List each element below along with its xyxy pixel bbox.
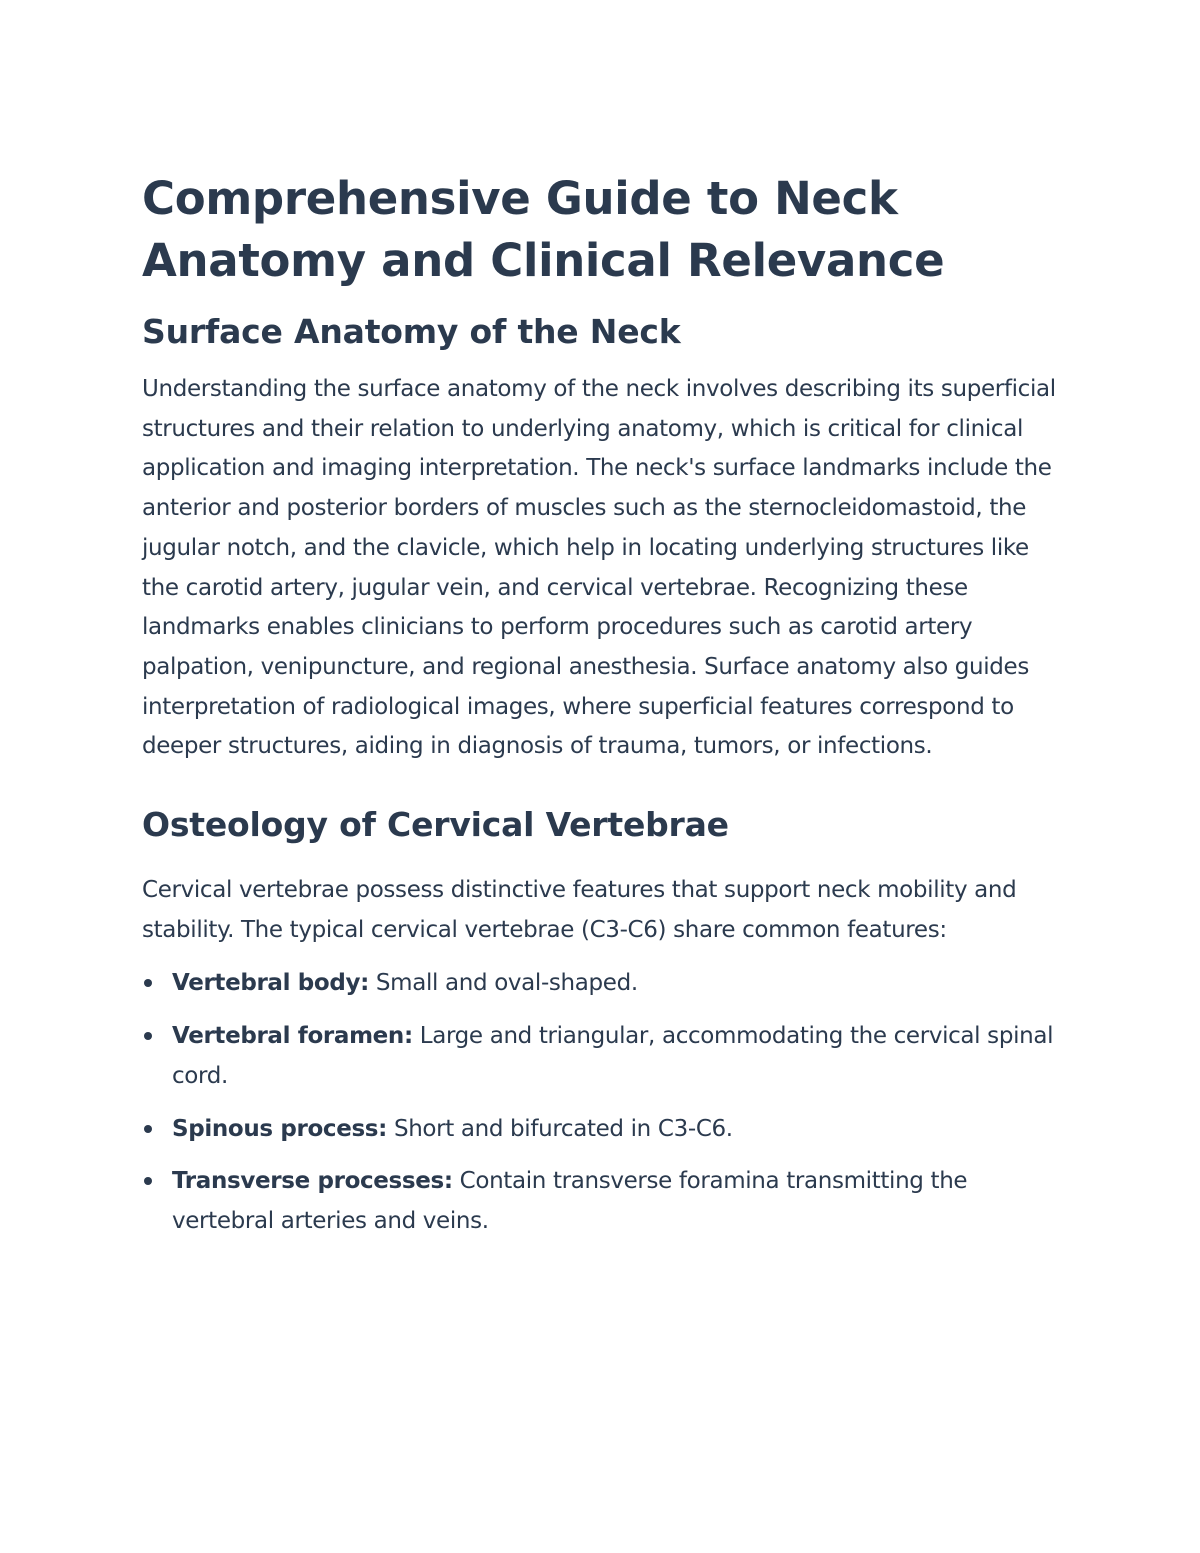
section-heading-surface-anatomy: Surface Anatomy of the Neck [142, 312, 681, 351]
section-paragraph-surface-anatomy: Understanding the surface anatomy of the neck involves describing its superficial structures and their relation to underlying anatomy, which is critical for clinical application and imaging interpretation. The neck's surface landmarks include the anterior and posterior borders of muscles such as the sternocleidomastoid, the jugular notch, and the clavicle, which help in locating underlying structures like the carotid artery, jugular vein, and cervical vertebrae. Recognizing these landmarks enables clinicians to perform procedures such as carotid artery palpation, venipuncture, and regional anesthesia. Surface anatomy also guides interpretation of radiological images, where superficial features correspond to deeper structures, aiding in diagnosis of trauma, tumors, or infections. [142, 376, 1056, 760]
document-page [142, 168, 1062, 1255]
list-item [142, 1017, 1062, 1096]
section-paragraph-osteology: Cervical vertebrae possess distinctive features that support neck mobility and stability. The typical cervical vertebrae (C3-C6) share common features: [142, 877, 1017, 943]
document-title: Comprehensive Guide to Neck Anatomy and Clinical Relevance [142, 172, 945, 287]
bullet-icon [144, 979, 152, 987]
list-item-term: Vertebral body: [172, 970, 369, 997]
list-item-text: Small and oval-shaped. [368, 970, 638, 997]
list-item-term: Transverse processes: [172, 1168, 453, 1195]
section-heading-osteology: Osteology of Cervical Vertebrae [142, 805, 729, 845]
list-item-term: Spinous process: [172, 1115, 387, 1142]
list-item-term: Vertebral foramen: [172, 1023, 413, 1050]
list-item [142, 1110, 1062, 1150]
list-item [142, 964, 1062, 1004]
bullet-icon [144, 1032, 152, 1040]
bullet-icon [144, 1177, 152, 1185]
list-item-text: Short and bifurcated in C3-C6. [386, 1115, 733, 1142]
bullet-icon [144, 1125, 152, 1133]
list-item [142, 1162, 1062, 1241]
vertebra-features-list [142, 964, 1062, 1241]
list-item-text: Large and triangular, accommodating the cervical spinal cord. [172, 1023, 1054, 1089]
list-item-text: Contain transverse foramina transmitting the vertebral arteries and veins. [172, 1168, 968, 1234]
